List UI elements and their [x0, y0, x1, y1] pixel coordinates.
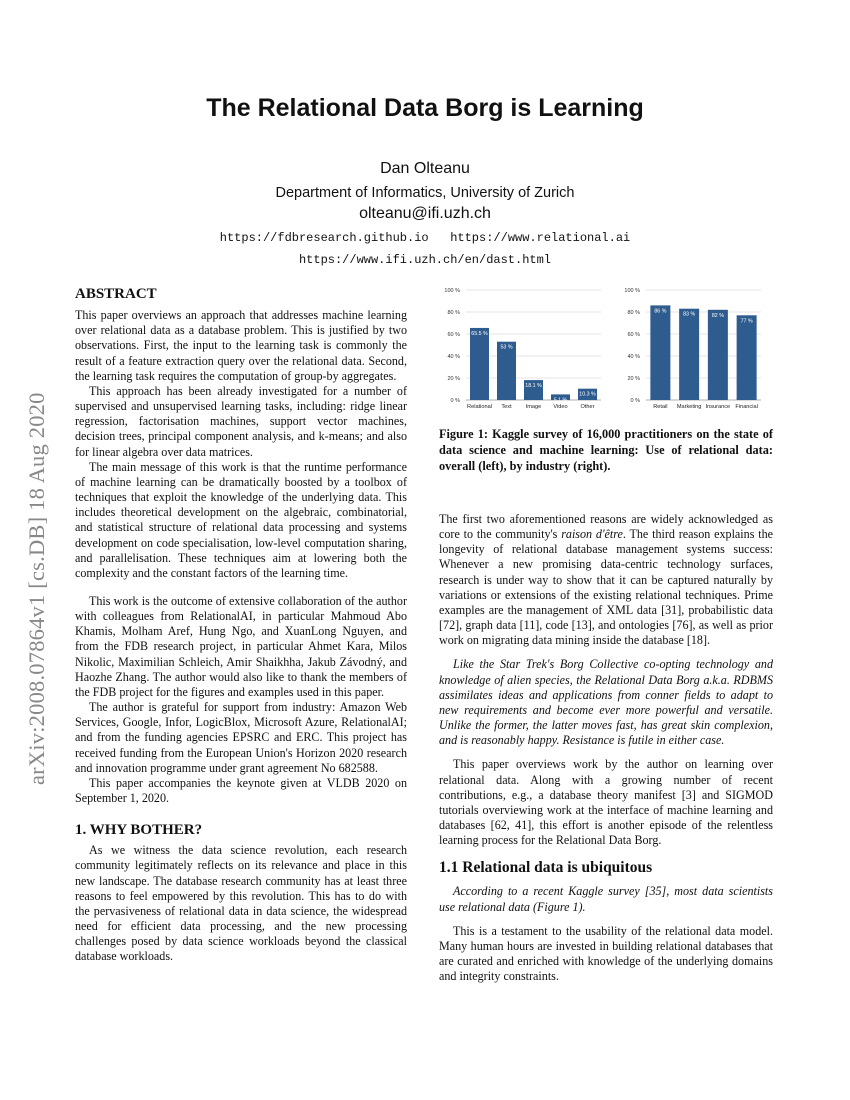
data-label: 53 % — [500, 344, 513, 351]
group-link[interactable]: https://www.ifi.uzh.ch/en/dast.html — [298, 253, 552, 267]
data-label: 82 % — [711, 312, 724, 319]
arxiv-stamp — [16, 285, 56, 785]
data-label: 18.1 % — [525, 383, 542, 390]
x-tick-label: Image — [525, 404, 542, 410]
bar — [708, 310, 728, 400]
y-tick-label: 100 % — [444, 288, 460, 294]
y-tick-label: 0 % — [450, 398, 460, 404]
y-tick-label: 20 % — [627, 376, 640, 382]
y-tick-label: 80 % — [627, 310, 640, 316]
author-name: Dan Olteanu — [380, 160, 470, 177]
subsection-heading: 1.1 Relational data is ubiquitous — [439, 859, 653, 877]
x-tick-label: Video — [553, 404, 568, 410]
acknowledgement-paragraph: This work is the outcome of extensive collaboration of the author with colleagues from RelationalAI, in particular Mahmoud Abo Khamis, Molham Aref, Hung Ngo, and XuanLong Nguyen, and from the FDB research project, in particular Ahmet Kara, Milos Nikolic, Maximilian Schleich, Amir Shaikhha, Jakub Závodný, and Haozhe Zhang. The author would also like to thank the members of the FDB project for the figures and examples used in this paper. — [75, 593, 407, 699]
y-tick-label: 80 % — [447, 310, 460, 316]
y-tick-label: 0 % — [630, 398, 640, 404]
arxiv-stamp-text: arXiv:2008.07864v1 [cs.DB] 18 Aug 2020 — [24, 392, 49, 785]
bar — [650, 305, 670, 400]
body-paragraph — [439, 512, 773, 648]
abstract-paragraph: This approach has been already investigated for a number of supervised and unsupervised learning tasks, including: ridge linear regression, factorisation machines, support vector machines, decision trees, principal component analysis, and k-means; and also for linear algebra over data matrices. — [75, 383, 407, 459]
abstract-heading: ABSTRACT — [75, 286, 157, 302]
body-paragraph: This is a testament to the usability of the relational data model. Many human hours are invested in building relational databases that are curated and enriched with knowledge of the underlying domains and integrity constraints. — [439, 923, 773, 984]
body-paragraph: This paper overviews work by the author on learning over relational data. Along with a growing number of recent contributions, e.g., a database theory manifest [3] and SIGMOD tutorials overviewing work at the interface of machine learning and databases [62, 41], this effort is another episode of the relentless learning process for the Relational Data Borg. — [439, 757, 773, 848]
data-label: 83 % — [683, 311, 696, 318]
bar — [470, 328, 489, 400]
author-affiliation: Department of Informatics, University of Zurich — [275, 185, 575, 201]
x-tick-label: Retail — [653, 404, 668, 410]
data-label: 10.3 % — [579, 391, 596, 398]
section-heading: 1. WHY BOTHER? — [75, 822, 203, 839]
acknowledgement-paragraph: This paper accompanies the keynote given at VLDB 2020 on September 1, 2020. — [75, 775, 407, 805]
emphasis-text: raison d'être — [561, 527, 623, 542]
x-tick-label: Other — [580, 404, 595, 410]
y-tick-label: 40 % — [627, 354, 640, 360]
chart-by-industry — [624, 288, 761, 410]
text-span: The first two aforementioned reasons are widely acknowledged as core to the community's — [439, 512, 773, 542]
figure-caption: Figure 1: Kaggle survey of 16,000 practitioners on the state of data science and machine learning: Use of relational data: overall (left), by industry (right). — [439, 427, 773, 473]
bar — [679, 309, 699, 400]
y-tick-label: 100 % — [624, 288, 640, 294]
paper-title: The Relational Data Borg is Learning — [206, 94, 644, 122]
data-label: 65.5 % — [471, 330, 488, 337]
project-links[interactable]: https://fdbresearch.github.io https://www.relational.ai — [219, 231, 631, 245]
y-tick-label: 60 % — [627, 332, 640, 338]
survey-quote: According to a recent Kaggle survey [35], most data scientists use relational data (Figure 1). — [439, 884, 773, 914]
x-tick-label: Financial — [735, 404, 758, 410]
x-tick-label: Text — [501, 404, 512, 410]
data-label: 5.1 % — [553, 397, 568, 404]
section-paragraph: As we witness the data science revolution, each research community legitimately reflects on its relevance and place in this new landscape. The database research community has at least three reasons to feel empowered by this revolution. This has to do with the pervasiveness of relational data in data science, the widespread need for efficient data processing, and the new processing challenges posed by data science workloads beyond the classical database workloads. — [75, 843, 407, 964]
acknowledgement-paragraph: The author is grateful for support from industry: Amazon Web Services, Google, Infor, LogicBlox, Microsoft Azure, RelationalAI; and from the funding agencies EPSRC and ERC. This project has received funding from the European Union's Horizon 2020 research and innovation programme under grant agreement No 682588. — [75, 700, 407, 775]
bar — [737, 315, 757, 400]
text-span: . The third reason explains the longevity of relational database management systems success: Whenever a new promising data-centric technology surfaces, research is under way to show that it can be captured naturally by variations or extensions of the existing relational techniques. Prime examples are the management of XML data [31], probabilistic data [72], graph data [11], code [13], and ontologies [76], as well as prior work on migrating data mining inside the database [18]. — [439, 527, 773, 648]
chart-overall — [444, 288, 601, 410]
figure-1 — [438, 282, 778, 414]
data-label: 86 % — [654, 308, 667, 315]
y-tick-label: 40 % — [447, 354, 460, 360]
x-tick-label: Marketing — [676, 404, 702, 410]
left-column — [75, 287, 407, 965]
y-tick-label: 60 % — [447, 332, 460, 338]
data-label: 77 % — [740, 318, 753, 325]
abstract-paragraph: This paper overviews an approach that addresses machine learning over relational data as a database problem. This is justified by two observations. First, the input to the learning task is commonly the result of a feature extraction query over the relational data. Second, the learning task requires the computation of group-by aggregates. — [75, 308, 407, 383]
borg-quote: Like the Star Trek's Borg Collective co-opting technology and knowledge of alien species, the Relational Data Borg a.k.a. RDBMS assimilates ideas and applications from conner fields to adapt to new requirements and become ever more powerful and versatile. Unlike the former, the latter moves fast, has great skin complexion, and is reasonably happy. Resistance is futile in either case. — [439, 657, 773, 748]
right-column — [439, 426, 773, 984]
author-email[interactable]: olteanu@ifi.uzh.ch — [359, 205, 491, 222]
y-tick-label: 20 % — [447, 376, 460, 382]
x-tick-label: Insurance — [705, 404, 731, 410]
x-tick-label: Relational — [467, 404, 492, 410]
abstract-paragraph: The main message of this work is that the runtime performance of machine learning can be dramatically boosted by a toolbox of techniques that exploit the knowledge of the underlying data. This includes theoretical development on the algebraic, combinatorial, and statistical structure of relational data processing and systems development on code specialisation, low-level computation sharing, and parallelisation. These techniques aim at lowering both the complexity and the constant factors of the learning time. — [75, 459, 407, 580]
